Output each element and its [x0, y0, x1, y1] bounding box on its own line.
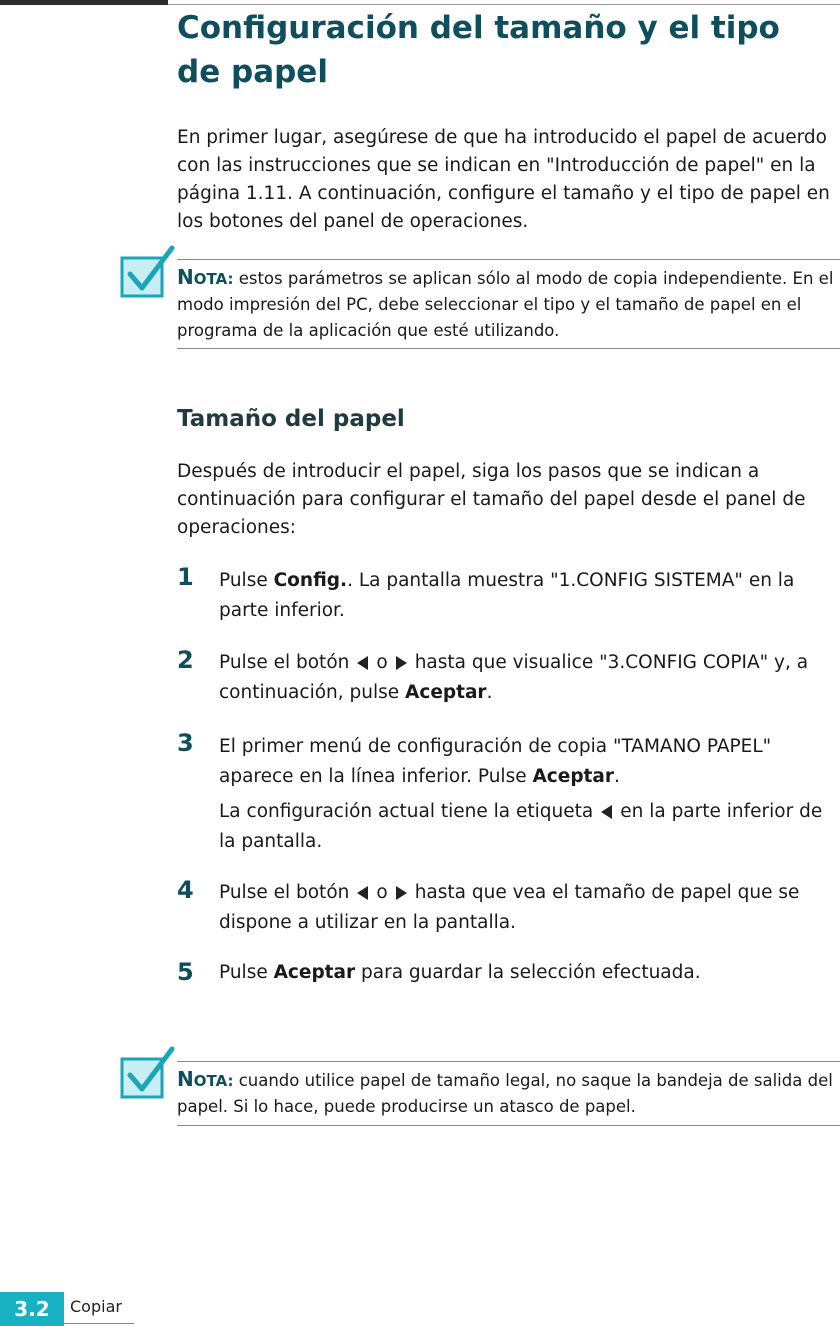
- step-number: 1: [177, 563, 194, 591]
- note-label: NOTA:: [177, 1067, 234, 1091]
- steps-intro: Después de introducir el papel, siga los pasos que se indican a continuación para configurar el tamaño del papel desde el panel de operaciones:: [177, 461, 806, 538]
- note-2: [177, 1066, 839, 1120]
- left-arrow-icon: [601, 805, 612, 819]
- note-top-rule: [177, 1061, 840, 1062]
- header-rule: [168, 4, 840, 5]
- right-arrow-icon: [396, 656, 407, 670]
- note-bottom-rule: [177, 348, 840, 349]
- page-number-badge: 3.2: [0, 1292, 64, 1326]
- step-1-text: Pulse Config.. La pantalla muestra "1.CONFIG SISTEMA" en la parte inferior.: [219, 570, 795, 621]
- step-number: 4: [177, 876, 194, 904]
- note-label: NOTA:: [177, 265, 234, 289]
- step-5-text: Pulse Aceptar para guardar la selección efectuada.: [219, 962, 701, 983]
- step-3-extra-text: La configuración actual tiene la etiqueta en la parte inferior de la pantalla.: [219, 801, 823, 852]
- note-1: [177, 264, 839, 344]
- note-top-rule: [177, 259, 840, 260]
- step-number: 3: [177, 729, 194, 757]
- step-number: 5: [177, 958, 194, 986]
- section-title: Tamaño del papel: [177, 406, 405, 432]
- left-arrow-icon: [357, 886, 368, 900]
- chapter-label: Copiar: [70, 1297, 122, 1316]
- left-arrow-icon: [357, 656, 368, 670]
- page-title: Configuración del tamaño y el tipo de papel: [177, 10, 780, 90]
- step-2-text: Pulse el botón o hasta que visualice "3.CONFIG COPIA" y, a continuación, pulse Aceptar.: [219, 652, 809, 703]
- footer-rule: [64, 1323, 134, 1324]
- step-3-text: El primer menú de configuración de copia "TAMANO PAPEL" aparece en la línea inferior. Pulse Aceptar.: [219, 736, 772, 787]
- right-arrow-icon: [396, 886, 407, 900]
- note-2-text: cuando utilice papel de tamaño legal, no saque la bandeja de salida del papel. Si lo hace, puede producirse un atasco de papel.: [177, 1071, 833, 1116]
- step-4-text: Pulse el botón o hasta que vea el tamaño de papel que se dispone a utilizar en la pantalla.: [219, 882, 800, 933]
- checkmark-note-icon: [118, 244, 176, 302]
- intro-paragraph: En primer lugar, asegúrese de que ha introducido el papel de acuerdo con las instrucciones que se indican en "Introducción de papel" en la página 1.11. A continuación, configure el tamaño y el tipo de papel en los botones del panel de operaciones.: [177, 127, 830, 232]
- note-bottom-rule: [177, 1125, 840, 1126]
- header-bar: [0, 0, 168, 5]
- step-number: 2: [177, 646, 194, 674]
- checkmark-note-icon: [118, 1045, 176, 1103]
- note-1-text: estos parámetros se aplican sólo al modo de copia independiente. En el modo impresión del PC, debe seleccionar el tipo y el tamaño de papel en el programa de la aplicación que esté utilizando.: [177, 269, 834, 340]
